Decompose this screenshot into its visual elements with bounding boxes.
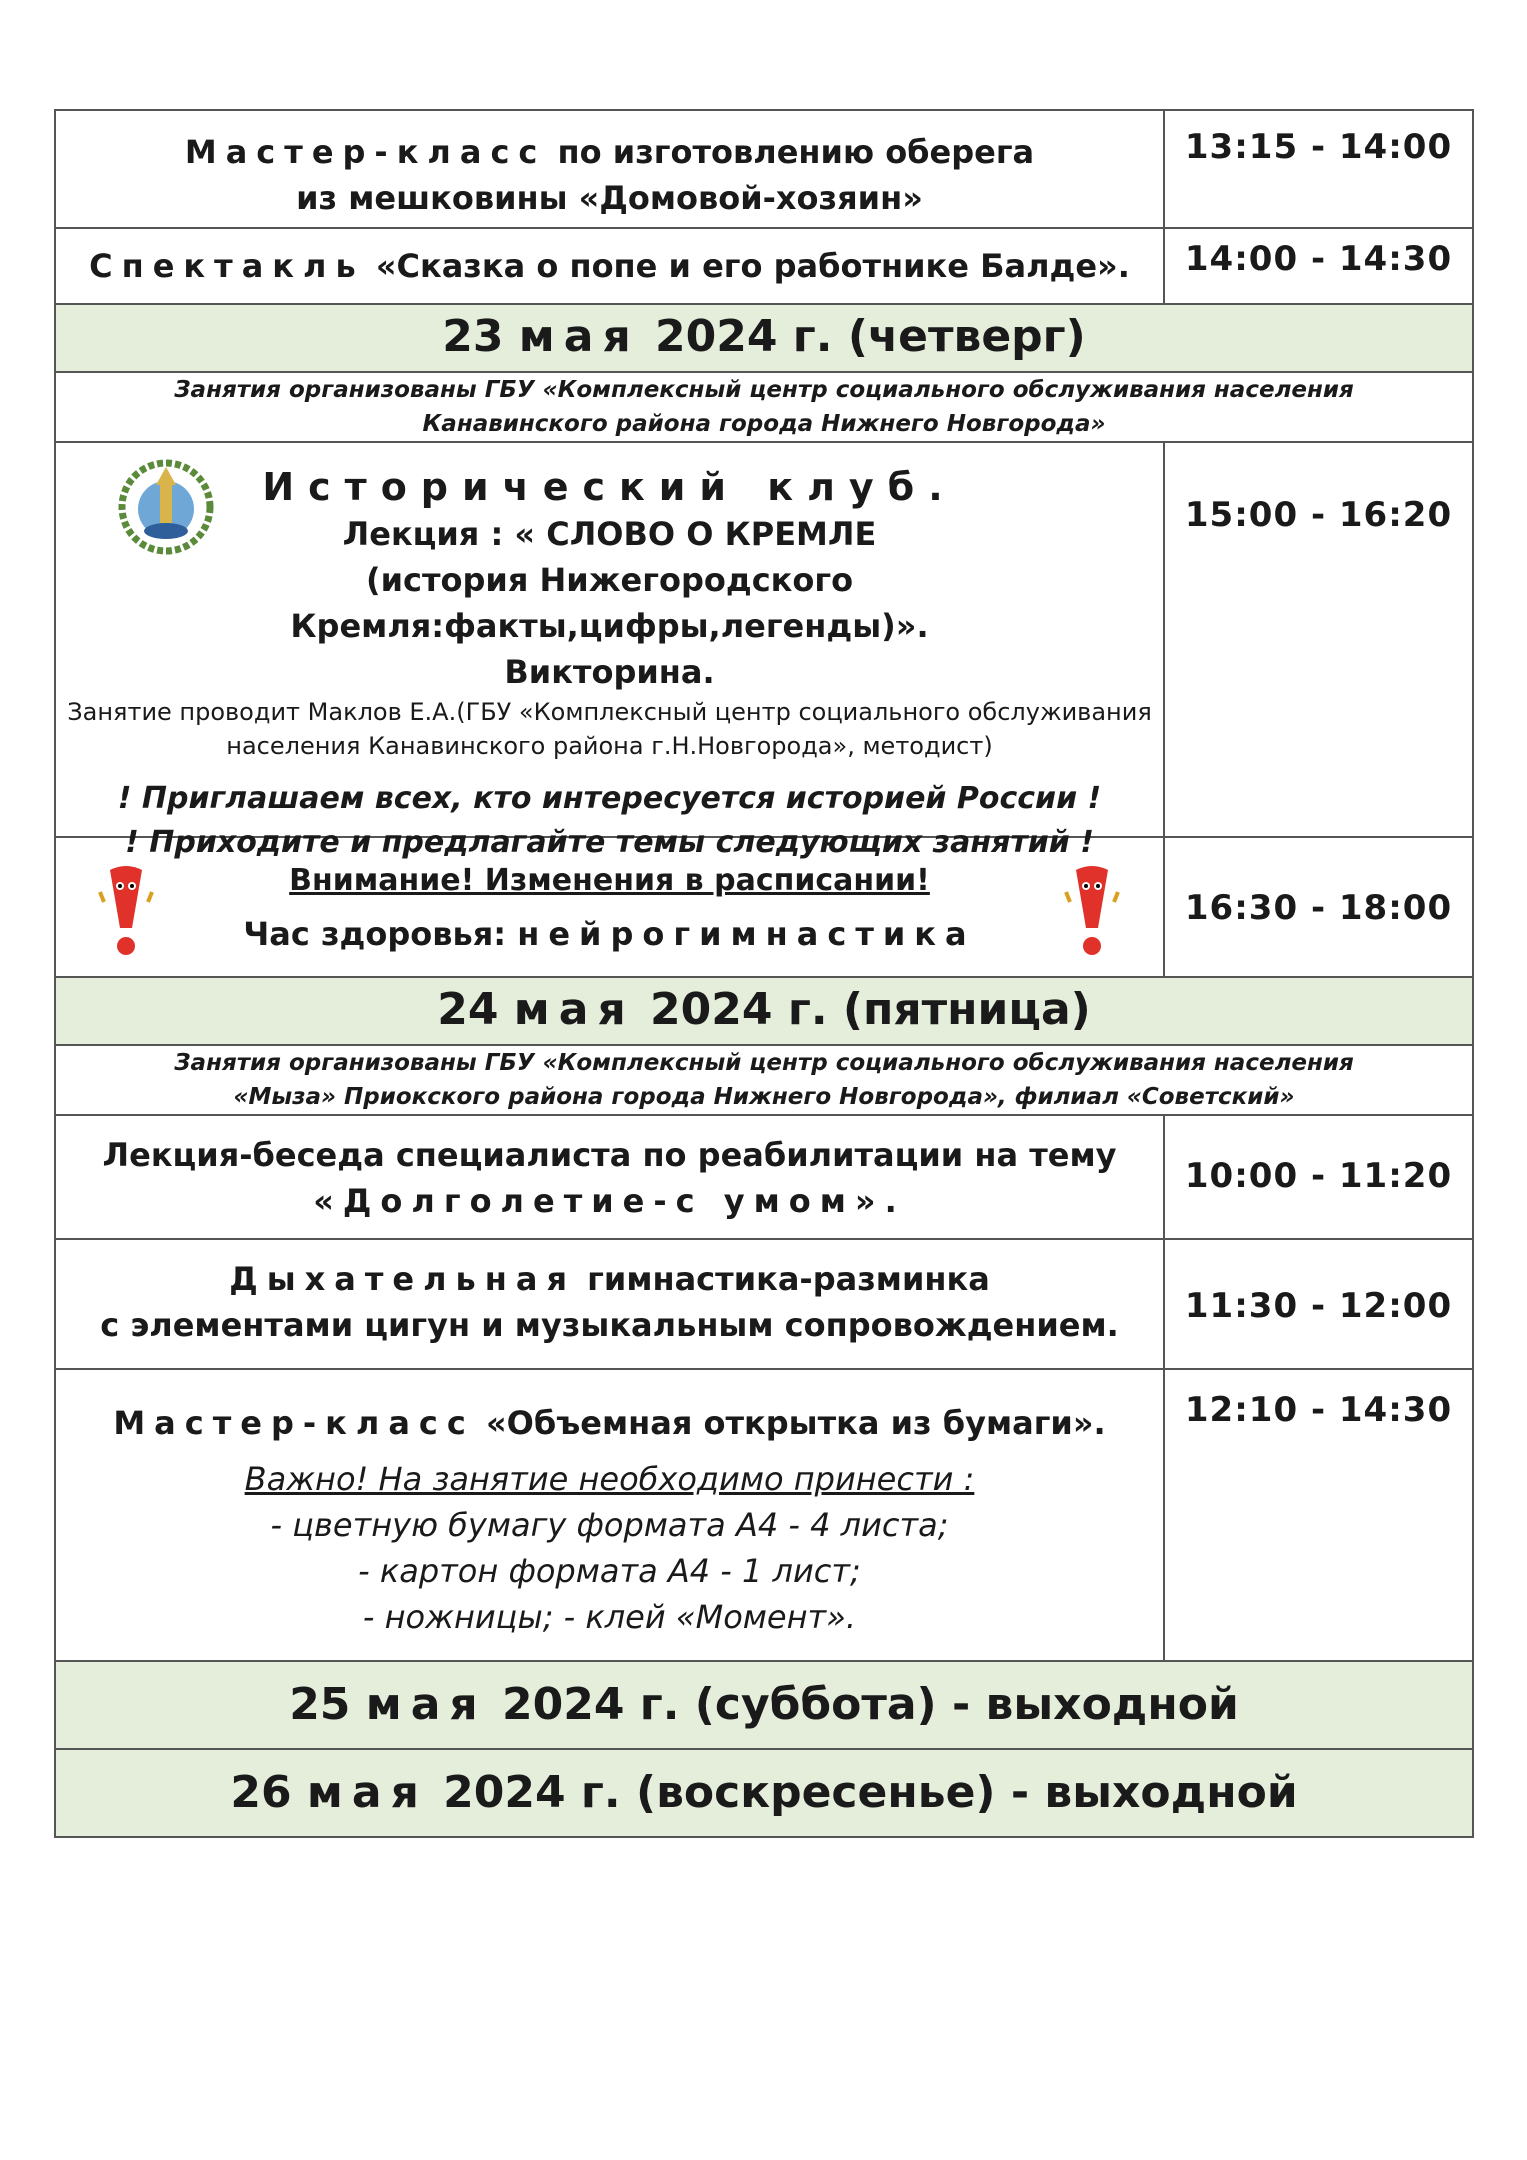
- host-line: населения Канавинского района г.Н.Новгорода», методист): [226, 732, 993, 760]
- date-row: [54, 305, 1474, 373]
- time-cell: 13:15 - 14:00: [1184, 127, 1453, 167]
- event-subtitle: с элементами цигун и музыкальным сопровождением.: [100, 1306, 1119, 1344]
- list-item: - ножницы; - клей «Момент».: [362, 1598, 857, 1636]
- organizer-note: Занятия организованы ГБУ «Комплексный центр социального обслуживания населения «Мыза» Приокского района города Нижнего Новгорода», филиал «Советский»: [174, 1050, 1354, 1110]
- time-cell: 16:30 - 18:00: [1184, 888, 1453, 928]
- event-subtitle: из мешковины «Домовой-хозяин»: [296, 179, 923, 217]
- invite-line: ! Приглашаем всех, кто интересуется историей России !: [117, 781, 1102, 816]
- event-title: Спектакль «Сказка о попе и его работнике Балде».: [89, 247, 1130, 285]
- invite-line: ! Приходите и предлагайте темы следующих занятий !: [125, 825, 1094, 860]
- schedule-change-notice: Внимание! Изменения в расписании!: [289, 863, 930, 898]
- organizer-row: [54, 1046, 1474, 1116]
- schedule-table: [54, 109, 1474, 1838]
- date-row: [54, 1750, 1474, 1838]
- event-title: Лекция-беседа специалиста по реабилитации на тему: [102, 1136, 1117, 1174]
- day-off-heading: 26 мая 2024 г. (воскресенье) - выходной: [56, 1750, 1472, 1836]
- event-title: Час здоровья: нейрогимнастика: [243, 915, 976, 953]
- date-row: [54, 978, 1474, 1046]
- lecture-title: Лекция : « СЛОВО О КРЕМЛЕ: [342, 515, 877, 553]
- time-cell: 12:10 - 14:30: [1184, 1390, 1453, 1430]
- table-row: [54, 838, 1474, 978]
- list-item: - цветную бумагу формата А4 - 4 листа;: [270, 1506, 949, 1544]
- table-row: [54, 1240, 1474, 1370]
- time-cell: 10:00 - 11:20: [1184, 1156, 1453, 1196]
- event-cell: [56, 111, 1165, 227]
- table-row: [54, 1116, 1474, 1240]
- organizer-note: Занятия организованы ГБУ «Комплексный центр социального обслуживания населения Канавинского района города Нижнего Новгорода»: [174, 377, 1354, 437]
- event-cell: [56, 1370, 1165, 1660]
- club-title: Исторический клуб.: [262, 465, 957, 509]
- event-cell: [56, 1116, 1165, 1238]
- time-cell: 14:00 - 14:30: [1184, 239, 1453, 279]
- table-row: [54, 111, 1474, 229]
- exclamation-mark-icon: [1064, 862, 1120, 962]
- date-row: [54, 1662, 1474, 1750]
- host-line: Занятие проводит Маклов Е.А.(ГБУ «Комплексный центр социального обслуживания: [67, 698, 1152, 726]
- event-cell: [56, 229, 1165, 303]
- lecture-subtitle: (история Нижегородского Кремля:факты,цифры,легенды)».: [290, 561, 929, 645]
- day-off-heading: 25 мая 2024 г. (суббота) - выходной: [56, 1662, 1472, 1748]
- important-note: Важно! На занятие необходимо принести :: [244, 1460, 975, 1498]
- event-cell: [56, 1240, 1165, 1368]
- organizer-row: [54, 373, 1474, 443]
- event-subtitle: «Долголетие-с умом».: [313, 1182, 906, 1220]
- list-item: - картон формата А4 - 1 лист;: [358, 1552, 861, 1590]
- time-cell: 11:30 - 12:00: [1184, 1286, 1453, 1326]
- event-title: Дыхательная гимнастика-разминка: [229, 1260, 990, 1298]
- table-row: [54, 443, 1474, 860]
- date-heading: 23 мая 2024 г. (четверг): [56, 305, 1472, 371]
- event-title: Мастер-класс «Объемная открытка из бумаги».: [113, 1404, 1106, 1442]
- event-cell: [56, 838, 1165, 976]
- time-cell: 15:00 - 16:20: [1184, 495, 1453, 535]
- exclamation-mark-icon: [98, 862, 154, 962]
- table-row: [54, 229, 1474, 305]
- event-cell: [56, 443, 1165, 860]
- quiz-label: Викторина.: [504, 653, 715, 691]
- event-title: Мастер-класс по изготовлению оберега: [184, 133, 1035, 171]
- table-row: [54, 1370, 1474, 1662]
- date-heading: 24 мая 2024 г. (пятница): [56, 978, 1472, 1044]
- emblem-icon: [116, 457, 216, 557]
